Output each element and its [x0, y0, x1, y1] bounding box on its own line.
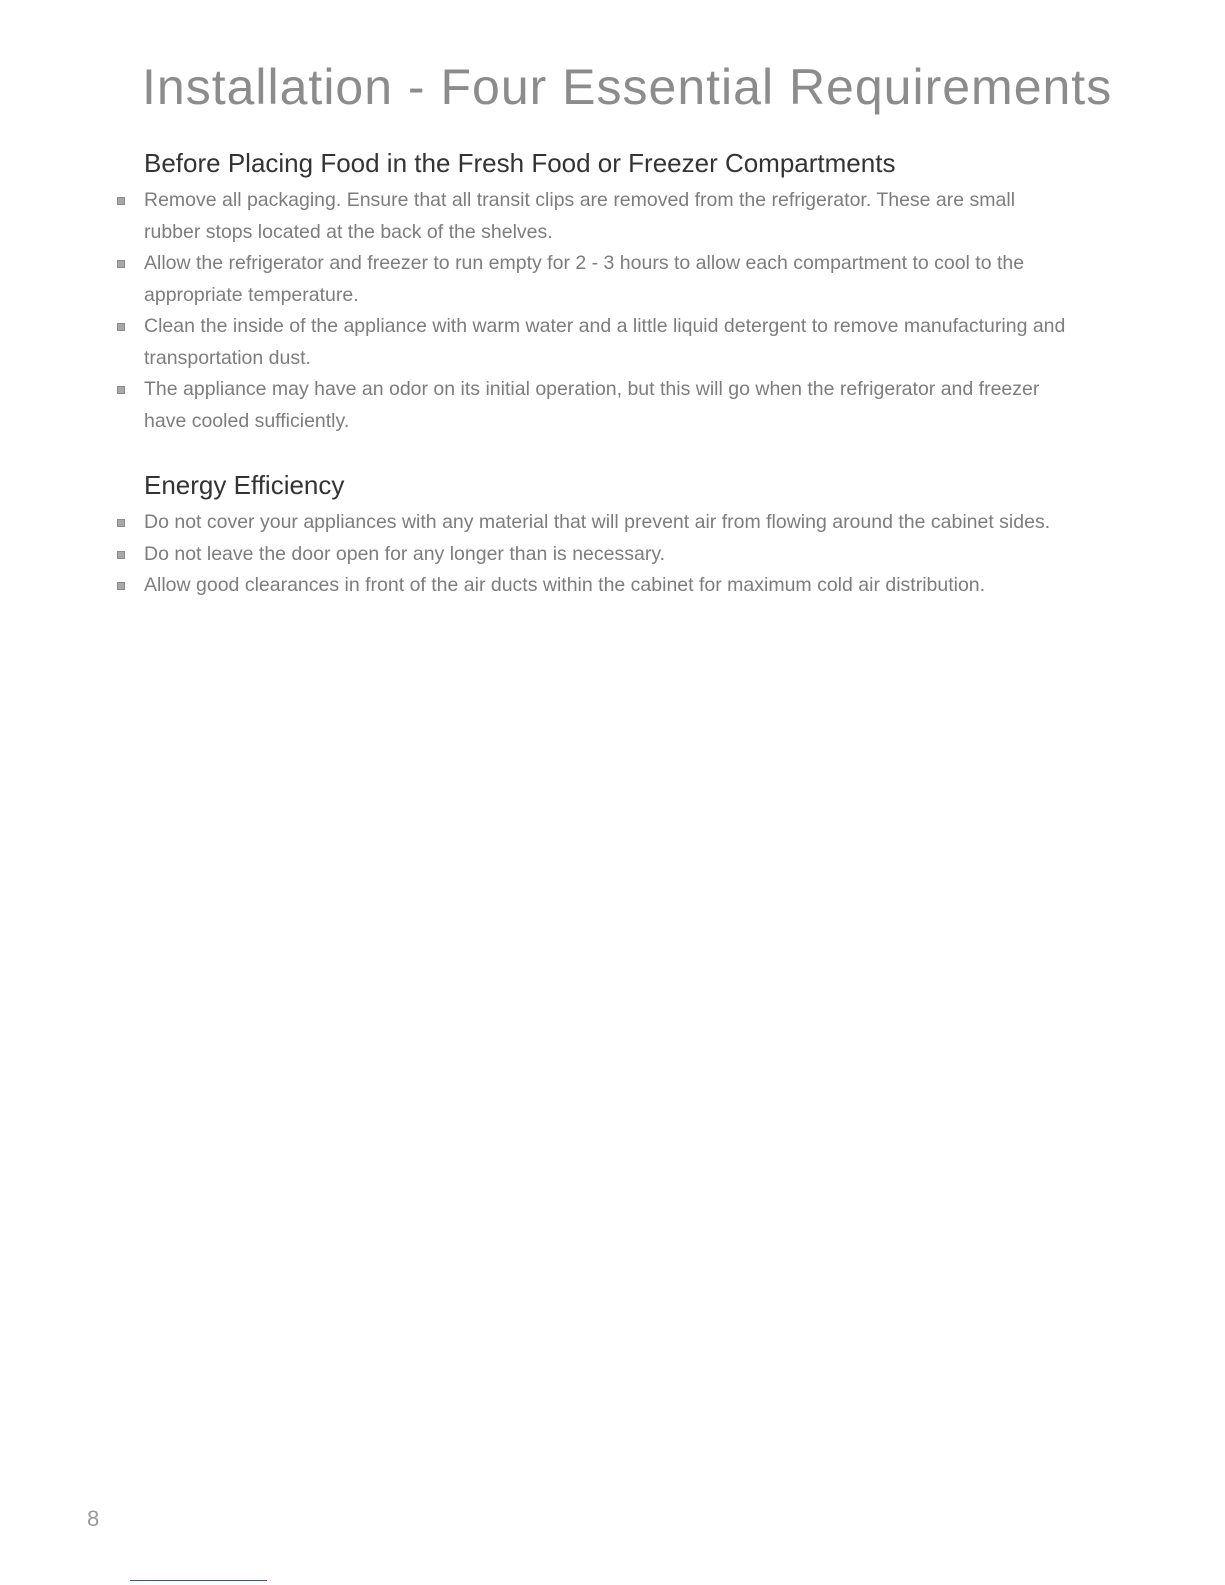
bullet-square-icon	[117, 197, 125, 205]
footer-rule	[130, 1580, 267, 1581]
list-item	[115, 185, 1075, 248]
list-item	[115, 570, 1075, 602]
list-item	[115, 311, 1075, 374]
bullet-list	[115, 507, 1075, 602]
list-item-text: Do not leave the door open for any longer than is necessary.	[144, 542, 666, 565]
list-item	[115, 374, 1075, 437]
list-item-text: Allow the refrigerator and freezer to run empty for 2 - 3 hours to allow each compartment to cool to the appropriate temperature.	[144, 252, 1025, 306]
list-item	[115, 539, 1075, 571]
list-item	[115, 507, 1075, 539]
section-energy-efficiency	[115, 470, 1075, 602]
list-item-text: The appliance may have an odor on its initial operation, but this will go when the refrigerator and freezer have cooled sufficiently.	[144, 378, 1040, 432]
list-item	[115, 248, 1075, 311]
page-number: 8	[87, 1506, 100, 1531]
section-before-placing-food	[115, 148, 1075, 437]
bullet-square-icon	[117, 519, 125, 527]
list-item-text: Allow good clearances in front of the air ducts within the cabinet for maximum cold air distribution.	[144, 574, 986, 596]
bullet-square-icon	[117, 386, 125, 394]
bullet-square-icon	[117, 551, 125, 559]
bullet-square-icon	[117, 260, 125, 268]
page-title: Installation - Four Essential Requirements	[142, 59, 1113, 115]
list-item-text: Do not cover your appliances with any material that will prevent air from flowing around the cabinet sides.	[144, 511, 1051, 533]
section-heading: Before Placing Food in the Fresh Food or Freezer Compartments	[144, 148, 896, 178]
list-item-text: Remove all packaging. Ensure that all transit clips are removed from the refrigerator. These are small rubber stops located at the back of the shelves.	[144, 189, 1016, 243]
bullet-square-icon	[117, 582, 125, 590]
list-item-text: Clean the inside of the appliance with warm water and a little liquid detergent to remove manufacturing and transportation dust.	[144, 315, 1066, 369]
bullet-list	[115, 185, 1075, 437]
section-heading: Energy Efficiency	[144, 470, 345, 500]
bullet-square-icon	[117, 323, 125, 331]
